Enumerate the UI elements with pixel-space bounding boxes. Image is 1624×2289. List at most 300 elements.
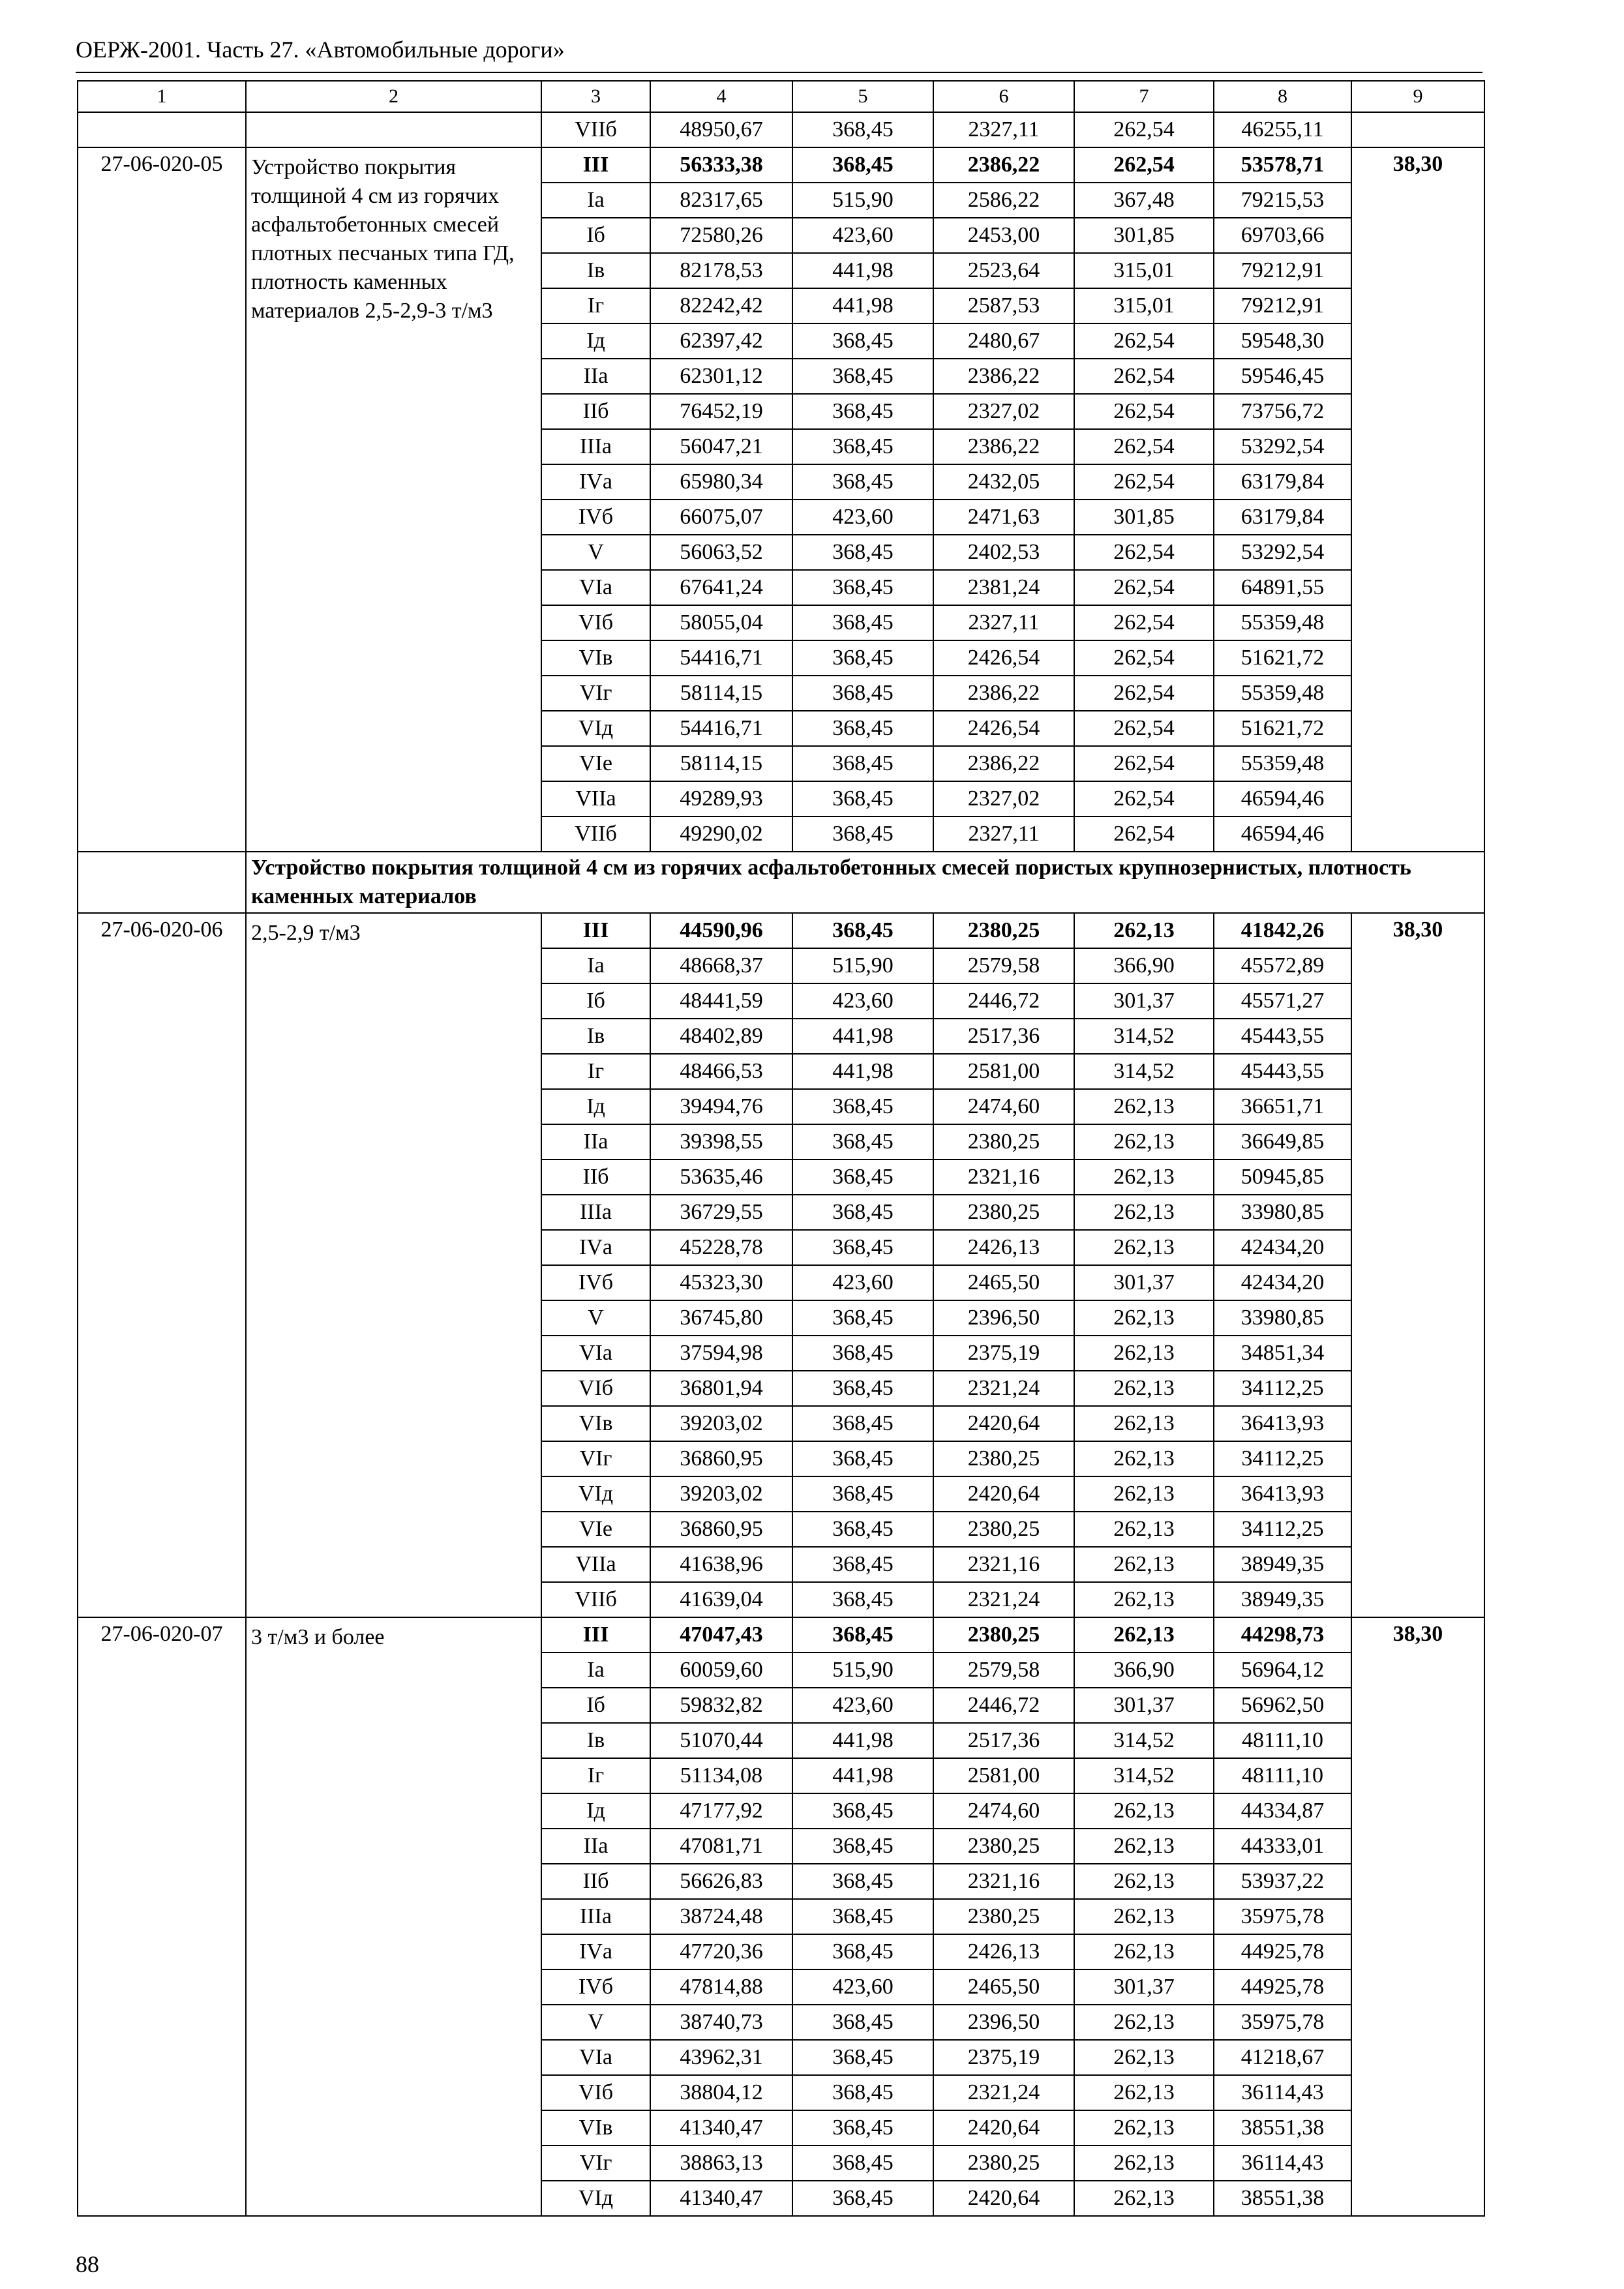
table-cell: 2380,25	[933, 2146, 1074, 2181]
table-cell: 2420,64	[933, 1406, 1074, 1441]
table-cell: 368,45	[792, 711, 933, 746]
table-cell: 515,90	[792, 948, 933, 983]
table-cell: VIа	[541, 1336, 650, 1371]
table-cell: VIе	[541, 746, 650, 781]
table-cell: 41340,47	[650, 2181, 792, 2216]
table-cell: 423,60	[792, 500, 933, 535]
table-cell: 2426,13	[933, 1934, 1074, 1969]
table-cell: 2474,60	[933, 1793, 1074, 1829]
table-cell: 2420,64	[933, 2181, 1074, 2216]
table-cell: 64891,55	[1214, 570, 1351, 605]
table-cell: 2380,25	[933, 1195, 1074, 1230]
table-cell: 2480,67	[933, 323, 1074, 359]
table-cell: 36651,71	[1214, 1089, 1351, 1124]
table-cell: 368,45	[792, 816, 933, 852]
table-cell: 48668,37	[650, 948, 792, 983]
table-cell: 301,37	[1074, 983, 1214, 1019]
section-title: Устройство покрытия толщиной 4 см из горячих асфальтобетонных смесей пористых крупнозернистых, плотность каменных материалов	[246, 852, 1484, 913]
table-cell: 301,37	[1074, 1969, 1214, 2005]
table-cell: 368,45	[792, 1371, 933, 1406]
table-cell: Iд	[541, 323, 650, 359]
table-cell: 36649,85	[1214, 1124, 1351, 1159]
table-cell: 62397,42	[650, 323, 792, 359]
table-cell: 368,45	[792, 781, 933, 816]
table-cell: VIб	[541, 2075, 650, 2110]
table-cell: 368,45	[792, 1476, 933, 1512]
table-cell: 368,45	[792, 2005, 933, 2040]
table-cell: 262,13	[1074, 1159, 1214, 1195]
table-cell: 2386,22	[933, 676, 1074, 711]
table-cell: V	[541, 1300, 650, 1336]
table-cell: 2587,53	[933, 288, 1074, 323]
table-cell: 47081,71	[650, 1829, 792, 1864]
table-cell: 441,98	[792, 1054, 933, 1089]
table-cell: VIв	[541, 640, 650, 676]
table-cell: 2380,25	[933, 1829, 1074, 1864]
table-cell: 368,45	[792, 605, 933, 640]
table-cell: Iв	[541, 253, 650, 288]
table-cell: 51070,44	[650, 1723, 792, 1758]
table-cell: 63179,84	[1214, 500, 1351, 535]
table-cell: 2523,64	[933, 253, 1074, 288]
table-cell: 262,54	[1074, 535, 1214, 570]
table-row	[78, 913, 1484, 948]
table-cell: 262,54	[1074, 429, 1214, 464]
table-cell: 38949,35	[1214, 1582, 1351, 1617]
table-cell: 262,13	[1074, 1829, 1214, 1864]
table-cell: 41842,26	[1214, 913, 1351, 948]
rate-code: 27-06-020-07	[78, 1617, 246, 2216]
table-cell: 2327,11	[933, 816, 1074, 852]
column-number-row	[78, 81, 1484, 112]
table-cell: 56962,50	[1214, 1688, 1351, 1723]
table-cell: 441,98	[792, 1758, 933, 1793]
table-cell: Iа	[541, 1653, 650, 1688]
table-cell: 2474,60	[933, 1089, 1074, 1124]
table-cell: 38551,38	[1214, 2181, 1351, 2216]
table-cell: 301,37	[1074, 1688, 1214, 1723]
table-cell: 51621,72	[1214, 640, 1351, 676]
table-cell: 262,54	[1074, 816, 1214, 852]
table-cell: 368,45	[792, 147, 933, 183]
table-cell: VIб	[541, 605, 650, 640]
table-cell: 441,98	[792, 253, 933, 288]
table-cell: 368,45	[792, 1124, 933, 1159]
column-number: 4	[650, 81, 792, 112]
table-cell: 262,54	[1074, 394, 1214, 429]
table-cell: 2581,00	[933, 1054, 1074, 1089]
table-cell: 47047,43	[650, 1617, 792, 1653]
table-cell: 441,98	[792, 1723, 933, 1758]
table-cell: 35975,78	[1214, 1899, 1351, 1934]
table-cell: 45571,27	[1214, 983, 1351, 1019]
table-cell: 2420,64	[933, 1476, 1074, 1512]
table-cell: 2453,00	[933, 218, 1074, 253]
table-cell: 56333,38	[650, 147, 792, 183]
column-number: 2	[246, 81, 541, 112]
table-cell: 262,54	[1074, 359, 1214, 394]
table-cell: 368,45	[792, 1159, 933, 1195]
rate-description: Устройство покрытия толщиной 4 см из горячих асфальтобетонных смесей плотных песчаных типа ГД, плотность каменных материалов 2,5-2,9-3 т/м3	[246, 147, 541, 852]
table-cell: Iд	[541, 1793, 650, 1829]
table-cell: 368,45	[792, 535, 933, 570]
table-cell: 368,45	[792, 112, 933, 147]
table-cell: 53635,46	[650, 1159, 792, 1195]
table-cell: 2380,25	[933, 1617, 1074, 1653]
table-cell: 262,54	[1074, 676, 1214, 711]
table-cell: Iа	[541, 948, 650, 983]
table-cell: 43962,31	[650, 2040, 792, 2075]
column-number: 1	[78, 81, 246, 112]
table-cell: 368,45	[792, 429, 933, 464]
table-cell: 262,13	[1074, 1512, 1214, 1547]
table-cell: 62301,12	[650, 359, 792, 394]
table-cell: 36114,43	[1214, 2075, 1351, 2110]
table-cell: 2465,50	[933, 1265, 1074, 1300]
table-cell: 2586,22	[933, 183, 1074, 218]
table-cell: Iг	[541, 1054, 650, 1089]
table-cell: 38863,13	[650, 2146, 792, 2181]
table-cell: 515,90	[792, 1653, 933, 1688]
table-cell: 301,37	[1074, 1265, 1214, 1300]
table-cell: 262,13	[1074, 1441, 1214, 1476]
table-cell: 262,13	[1074, 2110, 1214, 2146]
table-cell: VIв	[541, 2110, 650, 2146]
rate-col9: 38,30	[1351, 913, 1484, 1617]
table-cell: 2375,19	[933, 2040, 1074, 2075]
column-number: 5	[792, 81, 933, 112]
table-cell: IIб	[541, 1864, 650, 1899]
table-cell: 262,13	[1074, 1406, 1214, 1441]
table-cell: 314,52	[1074, 1723, 1214, 1758]
table-cell: 48111,10	[1214, 1758, 1351, 1793]
table-cell: 34112,25	[1214, 1371, 1351, 1406]
table-cell: 36413,93	[1214, 1406, 1351, 1441]
table-cell: 262,54	[1074, 605, 1214, 640]
table-cell: 36729,55	[650, 1195, 792, 1230]
table-cell: 368,45	[792, 2040, 933, 2075]
table-cell: 314,52	[1074, 1054, 1214, 1089]
table-row	[78, 1617, 1484, 1653]
table-cell: 45228,78	[650, 1230, 792, 1265]
table-cell: 2327,11	[933, 112, 1074, 147]
table-cell: 53937,22	[1214, 1864, 1351, 1899]
table-cell: 368,45	[792, 1441, 933, 1476]
table-cell: 44333,01	[1214, 1829, 1351, 1864]
table-cell: 262,13	[1074, 2005, 1214, 2040]
table-cell: 368,45	[792, 2075, 933, 2110]
table-cell: 53578,71	[1214, 147, 1351, 183]
table-cell: 41639,04	[650, 1582, 792, 1617]
table-cell: 368,45	[792, 359, 933, 394]
table-cell: 51621,72	[1214, 711, 1351, 746]
rates-table	[77, 80, 1485, 2217]
table-cell: III	[541, 1617, 650, 1653]
column-number: 7	[1074, 81, 1214, 112]
rate-code: 27-06-020-06	[78, 913, 246, 1617]
table-cell: 35975,78	[1214, 2005, 1351, 2040]
table-cell: 79215,53	[1214, 183, 1351, 218]
table-cell: 262,13	[1074, 1336, 1214, 1371]
row-description-cell	[246, 112, 541, 147]
table-cell: VIг	[541, 676, 650, 711]
table-cell: 42434,20	[1214, 1265, 1351, 1300]
table-cell: 262,13	[1074, 1793, 1214, 1829]
table-cell: 301,85	[1074, 500, 1214, 535]
table-cell: IVа	[541, 1230, 650, 1265]
table-cell: 262,13	[1074, 2181, 1214, 2216]
table-cell: 56047,21	[650, 429, 792, 464]
table-cell: 2321,24	[933, 1371, 1074, 1406]
table-cell: 59548,30	[1214, 323, 1351, 359]
table-cell: IVб	[541, 500, 650, 535]
table-cell: 53292,54	[1214, 429, 1351, 464]
table-cell: 368,45	[792, 2181, 933, 2216]
row-code-cell	[78, 112, 246, 147]
table-cell: 44334,87	[1214, 1793, 1351, 1829]
table-cell: 66075,07	[650, 500, 792, 535]
rate-description: 2,5-2,9 т/м3	[246, 913, 541, 1617]
column-number: 3	[541, 81, 650, 112]
table-cell: 262,54	[1074, 147, 1214, 183]
table-cell: 2581,00	[933, 1758, 1074, 1793]
table-cell: 41340,47	[650, 2110, 792, 2146]
table-cell: 2420,64	[933, 2110, 1074, 2146]
table-cell: 82178,53	[650, 253, 792, 288]
table-cell: VIа	[541, 2040, 650, 2075]
table-cell: 314,52	[1074, 1758, 1214, 1793]
table-cell: 39203,02	[650, 1476, 792, 1512]
table-cell: 368,45	[792, 1336, 933, 1371]
table-cell: VIIб	[541, 816, 650, 852]
table-cell: Iг	[541, 1758, 650, 1793]
table-cell: 368,45	[792, 1864, 933, 1899]
table-cell: 2380,25	[933, 1899, 1074, 1934]
table-cell: 366,90	[1074, 948, 1214, 983]
table-cell: 34851,34	[1214, 1336, 1351, 1371]
table-cell: 262,13	[1074, 2040, 1214, 2075]
table-cell: 441,98	[792, 1019, 933, 1054]
table-cell: 67641,24	[650, 570, 792, 605]
page-header-title: ОЕРЖ-2001. Часть 27. «Автомобильные дороги»	[76, 37, 565, 63]
table-cell: VIб	[541, 1371, 650, 1406]
table-cell: 48950,67	[650, 112, 792, 147]
table-cell: 368,45	[792, 1899, 933, 1934]
table-cell: 58055,04	[650, 605, 792, 640]
table-cell: 34112,25	[1214, 1512, 1351, 1547]
table-cell: 2446,72	[933, 983, 1074, 1019]
table-cell: IVа	[541, 464, 650, 500]
table-cell: 38724,48	[650, 1899, 792, 1934]
table-cell: 368,45	[792, 746, 933, 781]
table-cell: 38551,38	[1214, 2110, 1351, 2146]
table-cell: Iб	[541, 1688, 650, 1723]
table-cell: 368,45	[792, 1582, 933, 1617]
table-cell: 262,13	[1074, 1476, 1214, 1512]
table-cell: 366,90	[1074, 1653, 1214, 1688]
table-cell: 368,45	[792, 464, 933, 500]
table-cell: 368,45	[792, 1934, 933, 1969]
table-cell: 315,01	[1074, 253, 1214, 288]
table-cell: 2375,19	[933, 1336, 1074, 1371]
table-cell: 46594,46	[1214, 781, 1351, 816]
table-cell: 33980,85	[1214, 1300, 1351, 1336]
table-cell: 262,13	[1074, 1547, 1214, 1582]
table-cell: 2471,63	[933, 500, 1074, 535]
table-cell: 56626,83	[650, 1864, 792, 1899]
table-cell: 46255,11	[1214, 112, 1351, 147]
table-cell: 2517,36	[933, 1019, 1074, 1054]
table-cell: 55359,48	[1214, 676, 1351, 711]
table-cell: 2380,25	[933, 1512, 1074, 1547]
table-cell: 2579,58	[933, 948, 1074, 983]
table-cell: 45323,30	[650, 1265, 792, 1300]
table-cell: IVа	[541, 1934, 650, 1969]
table-cell: 56063,52	[650, 535, 792, 570]
table-cell: 39398,55	[650, 1124, 792, 1159]
table-cell: 36745,80	[650, 1300, 792, 1336]
table-cell: 368,45	[792, 1829, 933, 1864]
table-cell: 262,54	[1074, 464, 1214, 500]
table-cell: 368,45	[792, 323, 933, 359]
table-cell: IVб	[541, 1265, 650, 1300]
table-cell: 73756,72	[1214, 394, 1351, 429]
table-cell: 44590,96	[650, 913, 792, 948]
table-cell: 38949,35	[1214, 1547, 1351, 1582]
table-cell: 45443,55	[1214, 1054, 1351, 1089]
table-cell: 262,54	[1074, 570, 1214, 605]
table-cell: IIа	[541, 359, 650, 394]
table-cell: 59546,45	[1214, 359, 1351, 394]
table-cell: 41638,96	[650, 1547, 792, 1582]
table-cell: 38804,12	[650, 2075, 792, 2110]
table-cell: 262,13	[1074, 1124, 1214, 1159]
table-cell: Iб	[541, 218, 650, 253]
table-cell: 262,13	[1074, 1582, 1214, 1617]
table-cell: 2327,02	[933, 781, 1074, 816]
table-cell: 423,60	[792, 1688, 933, 1723]
table-cell: 262,13	[1074, 1300, 1214, 1336]
table-cell: 441,98	[792, 288, 933, 323]
table-cell: 69703,66	[1214, 218, 1351, 253]
table-cell: IIIа	[541, 1195, 650, 1230]
table-cell: 262,54	[1074, 112, 1214, 147]
table-cell: 82317,65	[650, 183, 792, 218]
table-cell: 2517,36	[933, 1723, 1074, 1758]
table-cell: 44925,78	[1214, 1969, 1351, 2005]
table-cell: 54416,71	[650, 711, 792, 746]
table-cell: 49289,93	[650, 781, 792, 816]
table-cell: 262,54	[1074, 781, 1214, 816]
table-cell: 2426,54	[933, 711, 1074, 746]
table-cell: Iа	[541, 183, 650, 218]
table-cell: 41218,67	[1214, 2040, 1351, 2075]
table-cell: 2327,11	[933, 605, 1074, 640]
table-cell: 42434,20	[1214, 1230, 1351, 1265]
rate-description: 3 т/м3 и более	[246, 1617, 541, 2216]
table-cell: 55359,48	[1214, 746, 1351, 781]
table-cell: 515,90	[792, 183, 933, 218]
column-number: 6	[933, 81, 1074, 112]
table-row	[78, 112, 1484, 147]
table-cell: 55359,48	[1214, 605, 1351, 640]
table-cell: 60059,60	[650, 1653, 792, 1688]
table-cell: VIд	[541, 2181, 650, 2216]
table-cell: 2380,25	[933, 1124, 1074, 1159]
table-cell: 2321,16	[933, 1547, 1074, 1582]
table-cell: 368,45	[792, 1793, 933, 1829]
table-cell: 36413,93	[1214, 1476, 1351, 1512]
table-cell: 2579,58	[933, 1653, 1074, 1688]
table-cell: 36114,43	[1214, 2146, 1351, 2181]
table-cell: 262,54	[1074, 323, 1214, 359]
table-cell: 2446,72	[933, 1688, 1074, 1723]
table-cell: 44925,78	[1214, 1934, 1351, 1969]
table-cell: 2386,22	[933, 429, 1074, 464]
table-cell: 63179,84	[1214, 464, 1351, 500]
table-cell: 262,54	[1074, 711, 1214, 746]
table-cell: 47177,92	[650, 1793, 792, 1829]
row-col9-cell	[1351, 112, 1484, 147]
header-rule	[76, 72, 1482, 73]
table-cell: 2321,16	[933, 1159, 1074, 1195]
table-cell: 423,60	[792, 1265, 933, 1300]
table-cell: VIIа	[541, 781, 650, 816]
table-cell: VIа	[541, 570, 650, 605]
table-cell: 36860,95	[650, 1512, 792, 1547]
table-cell: 44298,73	[1214, 1617, 1351, 1653]
rate-col9: 38,30	[1351, 1617, 1484, 2216]
table-cell: III	[541, 913, 650, 948]
table-cell: 2321,16	[933, 1864, 1074, 1899]
table-cell: 2380,25	[933, 1441, 1074, 1476]
table-cell: 368,45	[792, 676, 933, 711]
table-cell: 36801,94	[650, 1371, 792, 1406]
table-cell: 34112,25	[1214, 1441, 1351, 1476]
table-cell: VIIа	[541, 1547, 650, 1582]
table-cell: VIд	[541, 1476, 650, 1512]
table-cell: 368,45	[792, 1300, 933, 1336]
table-cell: 2386,22	[933, 359, 1074, 394]
table-cell: 262,13	[1074, 913, 1214, 948]
table-cell: 36860,95	[650, 1441, 792, 1476]
table-cell: 368,45	[792, 1406, 933, 1441]
table-cell: VIг	[541, 2146, 650, 2181]
table-cell: 262,13	[1074, 1899, 1214, 1934]
table-cell: 368,45	[792, 640, 933, 676]
rate-code: 27-06-020-05	[78, 147, 246, 852]
table-cell: 262,54	[1074, 640, 1214, 676]
table-cell: 262,13	[1074, 2146, 1214, 2181]
table-cell: 368,45	[792, 1547, 933, 1582]
table-cell: 47720,36	[650, 1934, 792, 1969]
table-cell: 262,13	[1074, 1230, 1214, 1265]
table-cell: 368,45	[792, 1195, 933, 1230]
table-cell: IIб	[541, 1159, 650, 1195]
table-cell: 76452,19	[650, 394, 792, 429]
table-cell: 368,45	[792, 913, 933, 948]
table-cell: 262,13	[1074, 1864, 1214, 1899]
table-cell: VIIб	[541, 112, 650, 147]
table-cell: 2386,22	[933, 746, 1074, 781]
table-cell: Iв	[541, 1019, 650, 1054]
table-cell: 423,60	[792, 218, 933, 253]
table-cell: V	[541, 535, 650, 570]
table-cell: 47814,88	[650, 1969, 792, 2005]
table-cell: 315,01	[1074, 288, 1214, 323]
table-cell: 53292,54	[1214, 535, 1351, 570]
table-cell: Iд	[541, 1089, 650, 1124]
